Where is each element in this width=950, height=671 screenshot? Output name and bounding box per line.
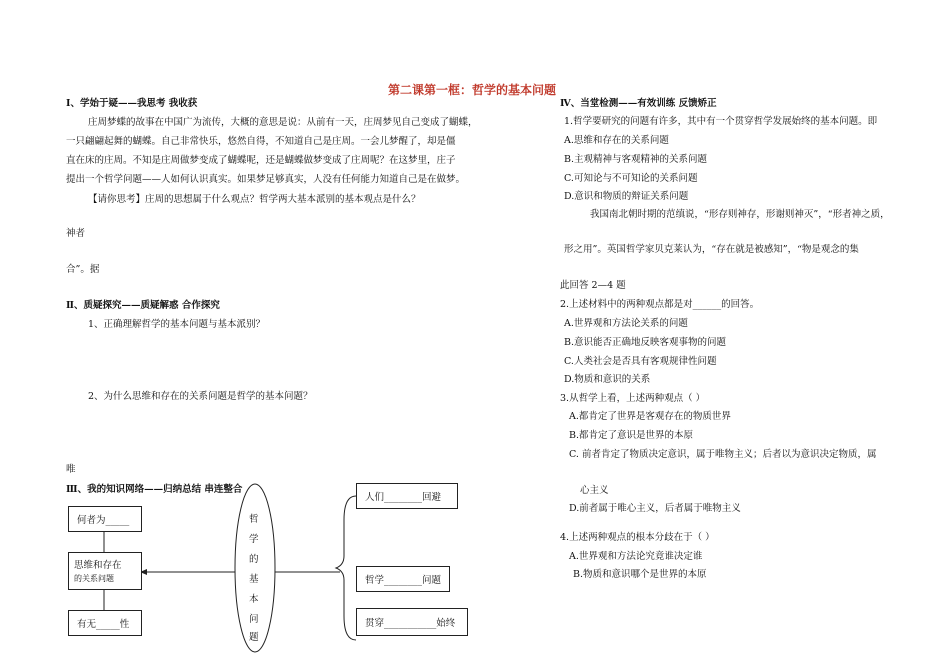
paragraph-line: 一只翩翩起舞的蝴蝶。自己非常快乐，悠然自得，不知道自己是庄周。一会儿梦醒了，却是僵 [66, 136, 456, 147]
quiz-option: C.人类社会是否具有客观规律性问题 [564, 356, 717, 367]
oval-char: 的 [249, 554, 259, 565]
quiz-line: 此回答 2—4 题 [560, 280, 626, 291]
quiz-option: D.前者属于唯心主义，后者属于唯物主义 [569, 503, 741, 514]
quiz-material: 形之用”。英国哲学家贝克莱认为，“存在就是被感知”，“物是观念的集 [564, 244, 859, 255]
quiz-option: C.可知论与不可知论的关系问题 [564, 173, 698, 184]
quiz-option: B.意识能否正确地反映客观事物的问题 [564, 337, 727, 348]
oval-char: 本 [249, 594, 259, 605]
box-thinking-existence: 思维和存在 的关系问题 [68, 552, 142, 590]
paragraph-line: 庄周梦蝶的故事在中国广为流传，大概的意思是说：从前有一天，庄周梦见自己变成了蝴蝶， [88, 117, 478, 128]
quiz-option: D.意识和物质的辩证关系问题 [564, 191, 689, 202]
oval-char: 学 [249, 534, 259, 545]
text-fragment: 合”。据 [66, 264, 100, 275]
section-4-heading: Ⅳ、当堂检测——有效训练 反馈矫正 [560, 98, 717, 109]
quiz-option: A.世界观和方法论关系的问题 [564, 318, 688, 329]
question-2: 2、为什么思维和存在的关系问题是哲学的基本问题？ [88, 391, 313, 402]
section-2-heading: Ⅱ、质疑探究——质疑解惑 合作探究 [66, 300, 220, 311]
quiz-line: 2.上述材料中的两种观点都是对______的回答。 [560, 299, 760, 310]
oval-char: 哲 [249, 514, 259, 525]
quiz-line: 4.上述两种观点的根本分歧在于（ ） [560, 532, 715, 543]
paragraph-line: 直在床的庄周。不知是庄周做梦变成了蝴蝶呢，还是蝴蝶做梦变成了庄周呢？在这梦里，庄子 [66, 155, 456, 166]
quiz-option: B.物质和意识哪个是世界的本原 [573, 569, 707, 580]
page-title: 第二课第一框：哲学的基本问题 [388, 83, 557, 97]
quiz-option: C. 前者肯定了物质决定意识，属于唯物主义；后者以为意识决定物质，属 [569, 449, 877, 460]
quiz-option: A.都肯定了世界是客观存在的物质世界 [569, 411, 731, 422]
quiz-option: D.物质和意识的关系 [564, 374, 651, 385]
oval-char: 题 [249, 632, 259, 643]
quiz-option: 心主义 [580, 485, 609, 496]
oval-char: 基 [249, 574, 259, 585]
section-1-heading: Ⅰ、学始于疑——我思考 我收获 [66, 98, 198, 109]
box-throughout: 贯穿___________始终 [356, 608, 468, 636]
quiz-material: 我国南北朝时期的范缜说，“形存则神存，形谢则神灭”，“形者神之质， [590, 209, 890, 220]
quiz-line: 3.从哲学上看，上述两种观点（ ） [560, 393, 706, 404]
quiz-option: B.主观精神与客观精神的关系问题 [564, 154, 708, 165]
quiz-option: A.思维和存在的关系问题 [564, 135, 669, 146]
quiz-option: B.都肯定了意识是世界的本原 [569, 430, 694, 441]
text-fragment: 神者 [66, 228, 86, 239]
box-people-avoid: 人们________回避 [356, 483, 458, 509]
think-prompt: 【请你思考】庄周的思想属于什么观点？哲学两大基本派别的基本观点是什么？ [88, 194, 421, 205]
box-whether: 有无_____性 [68, 610, 142, 636]
paragraph-line: 提出一个哲学问题——人如何认识真实。如果梦足够真实，人没有任何能力知道自己是在做梦。 [66, 174, 466, 185]
box-which-is: 何者为_____ [68, 506, 142, 532]
quiz-line: 1.哲学要研究的问题有许多，其中有一个贯穿哲学发展始终的基本问题。即 [564, 116, 878, 127]
section-3-heading: Ⅲ、我的知识网络——归纳总结 串连整合 [66, 484, 243, 495]
question-1: 1、正确理解哲学的基本问题与基本派别？ [88, 319, 266, 330]
text-fragment: 唯 [66, 464, 76, 475]
quiz-option: A.世界观和方法论究竟谁决定谁 [569, 551, 703, 562]
oval-char: 问 [249, 614, 259, 625]
box-philosophy-question: 哲学________问题 [356, 566, 450, 592]
